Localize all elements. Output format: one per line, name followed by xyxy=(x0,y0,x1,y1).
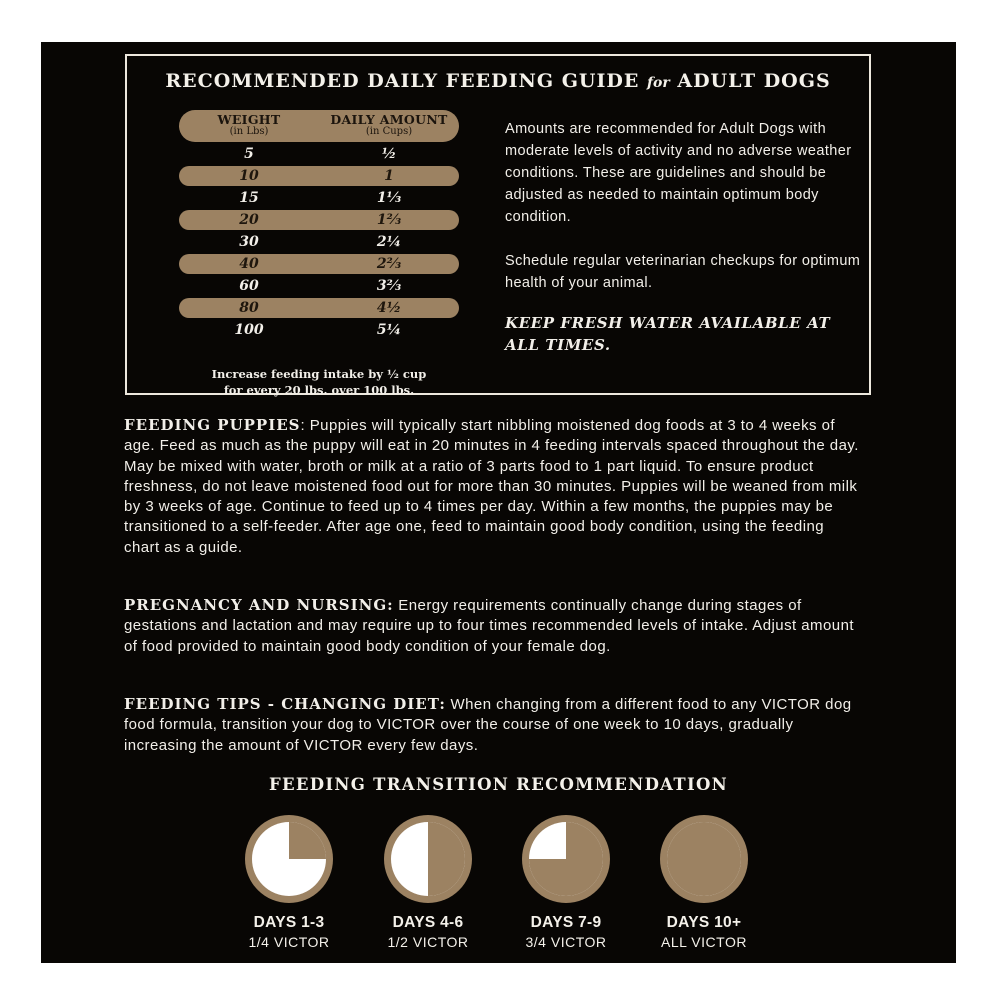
weight-cell: 60 xyxy=(239,278,259,294)
stage-days: DAYS 1-3 xyxy=(253,914,325,931)
amount-cell: 1⅔ xyxy=(376,212,402,228)
table-row xyxy=(179,298,459,318)
amount-cell: 2¼ xyxy=(376,234,402,250)
guide-title-main: RECOMMENDED DAILY FEEDING GUIDE xyxy=(165,70,640,92)
table-row xyxy=(179,144,459,164)
transition-stage xyxy=(491,813,641,951)
stage-mix: 1/4 VICTOR xyxy=(248,934,330,950)
amount-cell: 1⅓ xyxy=(376,190,402,206)
section-heading: FEEDING PUPPIES xyxy=(124,416,301,434)
stage-mix: ALL VICTOR xyxy=(661,934,747,950)
amount-header xyxy=(319,110,459,142)
section-text: When changing from a different food to any VICTOR dog food formula, transition your dog to VICTOR over the course of one week to 10 days, gradually increasing the amount of VICTOR every few days. xyxy=(124,696,852,754)
feeding-guide-box xyxy=(125,54,871,395)
guide-note-water: KEEP FRESH WATER AVAILABLE AT ALL TIMES. xyxy=(505,314,831,354)
guide-title xyxy=(127,70,869,92)
guide-title-end: ADULT DOGS xyxy=(677,70,831,92)
weight-cell: 15 xyxy=(239,190,259,206)
feeding-table xyxy=(179,110,459,397)
transition-pie-icon xyxy=(243,813,335,905)
guide-note-conditions: Amounts are recommended for Adult Dogs with moderate levels of activity and no adverse weather conditions. These are guidelines and should be adjusted as needed to maintain optimum body condition. xyxy=(505,121,852,225)
weight-header xyxy=(179,110,319,142)
guide-notes xyxy=(505,118,865,356)
section-feeding-puppies xyxy=(124,415,864,558)
amount-cell: 4½ xyxy=(376,300,402,316)
stage-days: DAYS 7-9 xyxy=(530,914,602,931)
transition-stage xyxy=(353,813,503,951)
stage-mix: 3/4 VICTOR xyxy=(525,934,607,950)
table-row xyxy=(179,320,459,340)
table-header xyxy=(179,110,459,142)
guide-title-for: for xyxy=(646,75,670,91)
table-row xyxy=(179,276,459,296)
table-row xyxy=(179,232,459,252)
weight-cell: 20 xyxy=(239,212,259,228)
transition-stage xyxy=(214,813,364,951)
transition-pie-icon xyxy=(520,813,612,905)
stage-days: DAYS 10+ xyxy=(666,914,742,931)
weight-cell: 100 xyxy=(234,322,264,338)
amount-header-label: DAILY AMOUNT xyxy=(330,112,448,127)
weight-header-label: WEIGHT xyxy=(217,112,281,127)
amount-cell: 3⅔ xyxy=(376,278,402,294)
section-heading: PREGNANCY AND NURSING: xyxy=(124,596,394,614)
weight-cell: 40 xyxy=(239,256,259,272)
table-note xyxy=(179,366,459,398)
stage-days: DAYS 4-6 xyxy=(392,914,464,931)
section-heading: FEEDING TIPS - CHANGING DIET: xyxy=(124,695,446,713)
table-note-line-2: for every 20 lbs. over 100 lbs. xyxy=(223,383,415,397)
amount-header-unit: (in Cups) xyxy=(365,126,413,137)
weight-cell: 30 xyxy=(239,234,259,250)
transition-stage xyxy=(629,813,779,951)
weight-header-unit: (in Lbs) xyxy=(229,126,269,137)
section-pregnancy-nursing xyxy=(124,595,864,657)
transition-title: FEEDING TRANSITION RECOMMENDATION xyxy=(268,775,729,794)
feeding-panel xyxy=(41,42,956,963)
table-row xyxy=(179,254,459,274)
pie-victor-slice xyxy=(289,822,326,859)
pie-victor-slice xyxy=(667,822,741,896)
section-text: : Puppies will typically start nibbling moistened dog foods at 3 to 4 weeks of age. Feed as much as the puppy will eat in 20 minutes in 4 feeding intervals spaced throughout the day. May be mixed with water, broth or milk at a ratio of 3 parts food to 1 part liquid. To ensure product freshness, do not leave moistened food out for more than 30 minutes. Puppies will be weaned from milk by 3 weeks of age. Continue to feed up to 4 times per day. Within a few months, the puppies may be transitioned to a self-feeder. After age one, feed to maintain good body condition, using the feeding chart as a guide. xyxy=(124,417,859,556)
amount-cell: ½ xyxy=(381,146,397,162)
weight-cell: 5 xyxy=(244,146,254,162)
section-text: Energy requirements continually change during stages of gestations and lactation and may require up to four times recommended levels of intake. Adjust amount of food provided to maintain good body condition of your female dog. xyxy=(124,597,855,655)
table-row xyxy=(179,166,459,186)
amount-cell: 1 xyxy=(384,168,394,184)
transition-pie-icon xyxy=(382,813,474,905)
section-feeding-tips xyxy=(124,694,864,756)
guide-note-checkups: Schedule regular veterinarian checkups for optimum health of your animal. xyxy=(505,253,861,291)
table-note-line-1: Increase feeding intake by ½ cup xyxy=(211,367,427,381)
amount-cell: 2⅔ xyxy=(376,256,402,272)
table-row xyxy=(179,210,459,230)
table-rows xyxy=(179,144,459,340)
table-row xyxy=(179,188,459,208)
weight-cell: 10 xyxy=(239,168,259,184)
weight-cell: 80 xyxy=(239,300,259,316)
transition-pie-icon xyxy=(658,813,750,905)
stage-mix: 1/2 VICTOR xyxy=(387,934,469,950)
amount-cell: 5¼ xyxy=(376,322,402,338)
